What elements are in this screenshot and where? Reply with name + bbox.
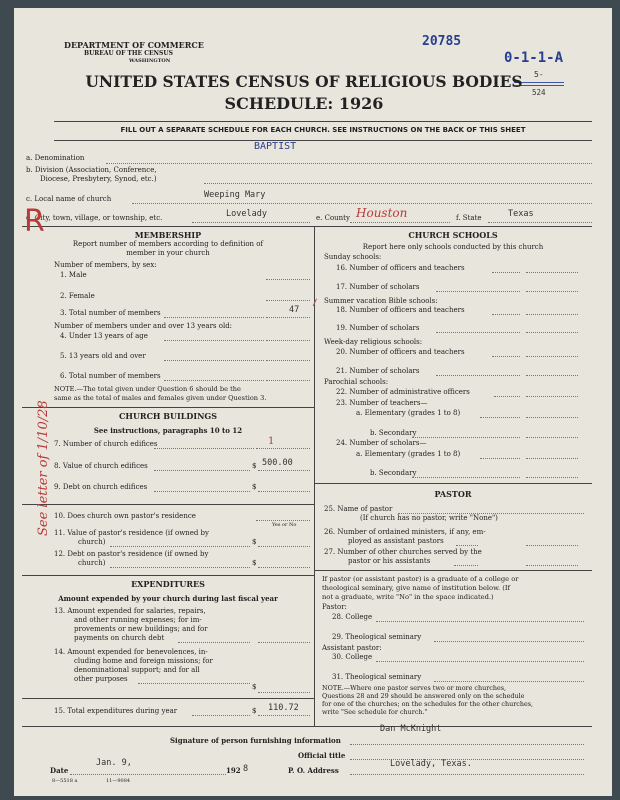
instruction-line: FILL OUT A SEPARATE SCHEDULE FOR EACH CHURCH. SEE INSTRUCTIONS ON THE BACK OF THIS SHEET [120, 126, 526, 134]
pastor-heading: PASTOR [434, 489, 472, 499]
pastor-note-4: write "See schedule for church." [322, 708, 428, 716]
assistant-pastor-label: Assistant pastor: [322, 644, 382, 652]
q10-label: 10. Does church own pastor's residence [54, 512, 196, 520]
county-label: e. County [316, 214, 350, 222]
q14-dollar: $ [252, 683, 257, 691]
q18-label: 18. Number of officers and teachers [336, 306, 465, 314]
members-by-age-label: Number of members under and over 13 years old: [54, 322, 233, 330]
q27-label-2: pastor or his assistants [348, 557, 431, 565]
q3-answer[interactable] [266, 317, 310, 318]
stamp-number: 20785 [422, 34, 462, 49]
pastor-note-3: for one of the churches; on the schedules for the other churches, [322, 700, 534, 708]
q9-label: 9. Debt on church edifices [54, 483, 148, 491]
q23a-answer[interactable] [526, 417, 578, 418]
state-label: f. State [456, 214, 482, 222]
q8-dollar: $ [252, 462, 257, 470]
q26-label-2: ployed as assistant pastors [348, 537, 444, 545]
q17-answer[interactable] [526, 291, 578, 292]
summer-schools-label: Summer vacation Bible schools: [324, 297, 438, 305]
membership-note-2: same as the total of males and females given under Question 3. [54, 394, 267, 402]
q20-leader [492, 356, 520, 357]
q8-value: 500.00 [262, 458, 293, 468]
q21-answer[interactable] [526, 375, 578, 376]
address-field[interactable] [350, 774, 584, 775]
code-top: 5- [534, 70, 544, 79]
q11-label-2: church) [78, 538, 106, 546]
q7-leader [154, 448, 254, 449]
form-code-2: 11—9084 [106, 778, 131, 784]
q23b-answer[interactable] [526, 437, 578, 438]
q16-answer[interactable] [526, 272, 578, 273]
bureau-city: WASHINGTON [129, 58, 171, 64]
q14-leader [138, 683, 250, 684]
q28-label: 28. College [332, 613, 373, 621]
denomination-value: BAPTIST [254, 141, 297, 152]
year-value: 8 [243, 764, 249, 774]
denomination-label: a. Denomination [26, 154, 85, 162]
q25-hint: (If church has no pastor, write "None") [360, 514, 498, 522]
q26-leader [456, 545, 478, 546]
q15-dollar: $ [252, 707, 257, 715]
q1-answer[interactable] [266, 279, 310, 280]
city-value: Lovelady [226, 209, 267, 219]
date-label: Date [50, 766, 69, 775]
q9-leader [154, 491, 250, 492]
signature-field[interactable] [350, 744, 584, 745]
q14-label: 14. Amount expended for benevolences, in- [54, 648, 208, 656]
q24b-label: b. Secondary [370, 469, 417, 477]
graduate-instruction-3: not a graduate, write "No" in the space indicated.) [322, 593, 494, 601]
graduate-instruction-2: theological seminary, give name of institution below. (If [322, 584, 510, 592]
q13-label-4: payments on church debt [74, 634, 165, 642]
q12-label-2: church) [78, 559, 106, 567]
q30-label: 30. College [332, 653, 373, 661]
city-label: d. City, town, village, or township, etc. [26, 214, 163, 222]
q24-label: 24. Number of scholars— [336, 439, 427, 447]
date-field[interactable] [70, 774, 226, 775]
form-code: 8—5518 a [52, 778, 78, 784]
q11-dollar: $ [252, 538, 257, 546]
state-field[interactable] [488, 222, 592, 223]
q23b-label: b. Secondary [370, 429, 417, 437]
church-name-value: Weeping Mary [204, 190, 266, 200]
division-label: b. Division (Association, Conference, [26, 166, 157, 174]
q28-answer[interactable] [376, 621, 584, 622]
membership-heading: MEMBERSHIP [134, 230, 202, 240]
q5-label: 5. 13 years old and over [60, 352, 146, 360]
q5-leader [164, 360, 264, 361]
address-label: P. O. Address [288, 766, 339, 775]
q31-answer[interactable] [434, 681, 584, 682]
church-name-label: c. Local name of church [26, 195, 112, 203]
q8-label: 8. Value of church edifices [54, 462, 148, 470]
department-name: DEPARTMENT OF COMMERCE [64, 40, 204, 50]
q26-label: 26. Number of ordained ministers, if any, em- [324, 528, 486, 536]
signature-value: Dan McKnight [380, 724, 442, 734]
membership-intro: Report number of members according to definition of [72, 240, 264, 248]
q22-label: 22. Number of administrative officers [336, 388, 470, 396]
pastor-label: Pastor: [322, 603, 347, 611]
parochial-schools-label: Parochial schools: [324, 378, 389, 386]
q20-answer[interactable] [526, 356, 578, 357]
q23b-leader [412, 437, 520, 438]
q23a-label: a. Elementary (grades 1 to 8) [356, 409, 461, 417]
q30-answer[interactable] [376, 661, 584, 662]
q17-leader [436, 291, 520, 292]
q1-label: 1. Male [60, 271, 87, 279]
q6-label: 6. Total number of members [60, 372, 161, 380]
county-value: Houston [356, 206, 408, 220]
expenditures-heading: EXPENDITURES [131, 579, 205, 589]
q14-label-4: other purposes [74, 675, 128, 683]
q25-label: 25. Name of pastor [324, 505, 393, 513]
q29-label: 29. Theological seminary [332, 633, 422, 641]
city-field[interactable] [192, 222, 310, 223]
q23a-leader [480, 417, 520, 418]
q24a-leader [480, 458, 520, 459]
q16-label: 16. Number of officers and teachers [336, 264, 465, 272]
form-title: UNITED STATES CENSUS OF RELIGIOUS BODIES [85, 72, 523, 91]
code-bottom: 524 [532, 88, 546, 97]
q14-answer[interactable] [258, 692, 310, 693]
year-prefix: 192 [226, 766, 241, 775]
q27-label: 27. Number of other churches served by the [324, 548, 482, 556]
q27-answer[interactable] [526, 565, 578, 566]
q23-label: 23. Number of teachers— [336, 399, 428, 407]
q12-leader [110, 567, 250, 568]
q27-leader [454, 565, 478, 566]
q31-label: 31. Theological seminary [332, 673, 422, 681]
q13-answer[interactable] [258, 642, 310, 643]
q29-answer[interactable] [434, 641, 584, 642]
q13-leader [178, 642, 250, 643]
sunday-schools-label: Sunday schools: [324, 253, 382, 261]
q18-answer[interactable] [526, 314, 578, 315]
q24b-answer[interactable] [526, 477, 578, 478]
pastor-note: NOTE.—Where one pastor serves two or more churches, [322, 684, 507, 692]
form-subtitle: SCHEDULE: 1926 [224, 94, 384, 113]
q15-label: 15. Total expenditures during year [54, 707, 178, 715]
q11-answer[interactable] [258, 546, 310, 547]
q3-label: 3. Total number of members [60, 309, 161, 317]
membership-note: NOTE.—The total given under Question 6 should be the [54, 385, 241, 393]
q24a-label: a. Elementary (grades 1 to 8) [356, 450, 461, 458]
q15-leader [192, 715, 250, 716]
q12-dollar: $ [252, 559, 257, 567]
buildings-heading: CHURCH BUILDINGS [119, 411, 217, 421]
church-name-field[interactable] [132, 203, 592, 204]
q15-value: 110.72 [268, 703, 299, 713]
buildings-intro: See instructions, paragraphs 10 to 12 [93, 426, 243, 435]
state-value: Texas [508, 209, 534, 219]
pastor-note-2: Questions 28 and 29 should be answered only on the schedule [322, 692, 525, 700]
q16-leader [492, 272, 520, 273]
q21-leader [436, 375, 520, 376]
members-by-sex-label: Number of members, by sex: [54, 261, 157, 269]
q7-value: 1 [268, 436, 275, 447]
date-value: Jan. 9, [96, 758, 132, 768]
q12-label: 12. Debt on pastor's residence (if owned by [54, 550, 209, 558]
q3-value: 47 [289, 305, 300, 315]
q5-answer[interactable] [266, 360, 310, 361]
q9-dollar: $ [252, 483, 257, 491]
q24b-leader [412, 477, 520, 478]
q18-leader [492, 314, 520, 315]
q22-leader [494, 396, 520, 397]
q8-answer[interactable] [258, 470, 310, 471]
yes-no-hint: Yes or No [272, 522, 297, 528]
division-label-2: Diocese, Presbytery, Synod, etc.) [40, 175, 157, 183]
q21-label: 21. Number of scholars [336, 367, 420, 375]
denomination-field[interactable] [106, 163, 592, 164]
q13-label: 13. Amount expended for salaries, repairs, [54, 607, 206, 615]
q9-answer[interactable] [258, 491, 310, 492]
q6-answer[interactable] [266, 380, 310, 381]
q8-leader [154, 470, 250, 471]
q13-label-3: provements or new buildings; and for [74, 625, 208, 633]
q4-label: 4. Under 13 years of age [60, 332, 148, 340]
schools-intro: Report here only schools conducted by this church [362, 243, 544, 251]
q26-answer[interactable] [526, 545, 578, 546]
q13-label-2: and other running expenses; for im- [74, 616, 202, 624]
q14-label-3: denominational support; and for all [74, 666, 200, 674]
census-schedule-page [14, 8, 612, 796]
q20-label: 20. Number of officers and teachers [336, 348, 465, 356]
expenditures-intro: Amount expended by your church during last fiscal year [58, 594, 278, 603]
margin-r-mark: R [24, 204, 45, 239]
q19-answer[interactable] [526, 332, 578, 333]
bureau-name: BUREAU OF THE CENSUS [84, 50, 173, 57]
q4-leader [164, 340, 264, 341]
q2-answer[interactable] [266, 300, 310, 301]
membership-intro-2: member in your church [126, 249, 210, 257]
q4-answer[interactable] [266, 340, 310, 341]
q11-leader [110, 546, 250, 547]
q2-label: 2. Female [60, 292, 95, 300]
q6-leader [164, 380, 264, 381]
q3-leader [164, 317, 264, 318]
county-field[interactable] [350, 222, 450, 223]
stamp-code: 0-1-1-A [504, 50, 564, 66]
q15-answer[interactable] [258, 715, 310, 716]
division-field[interactable] [204, 183, 592, 184]
graduate-instruction: If pastor (or assistant pastor) is a graduate of a college or [322, 575, 519, 583]
q7-answer[interactable] [256, 448, 310, 449]
official-title-label: Official title [298, 751, 346, 760]
q11-label: 11. Value of pastor's residence (if owned by [54, 529, 209, 537]
signature-label: Signature of person furnishing information [170, 736, 341, 745]
q14-label-2: cluding home and foreign missions; for [74, 657, 213, 665]
q19-label: 19. Number of scholars [336, 324, 420, 332]
q22-answer[interactable] [526, 396, 578, 397]
weekday-schools-label: Week-day religious schools: [324, 338, 423, 346]
q17-label: 17. Number of scholars [336, 283, 420, 291]
q12-answer[interactable] [258, 567, 310, 568]
schools-heading: CHURCH SCHOOLS [408, 230, 498, 240]
address-value: Lovelady, Texas. [390, 759, 472, 769]
q19-leader [436, 332, 520, 333]
q7-label: 7. Number of church edifices [54, 440, 158, 448]
margin-handwritten-note: See letter of 1/10/28 [36, 400, 51, 536]
q10-answer[interactable] [256, 520, 310, 521]
q24a-answer[interactable] [526, 458, 578, 459]
